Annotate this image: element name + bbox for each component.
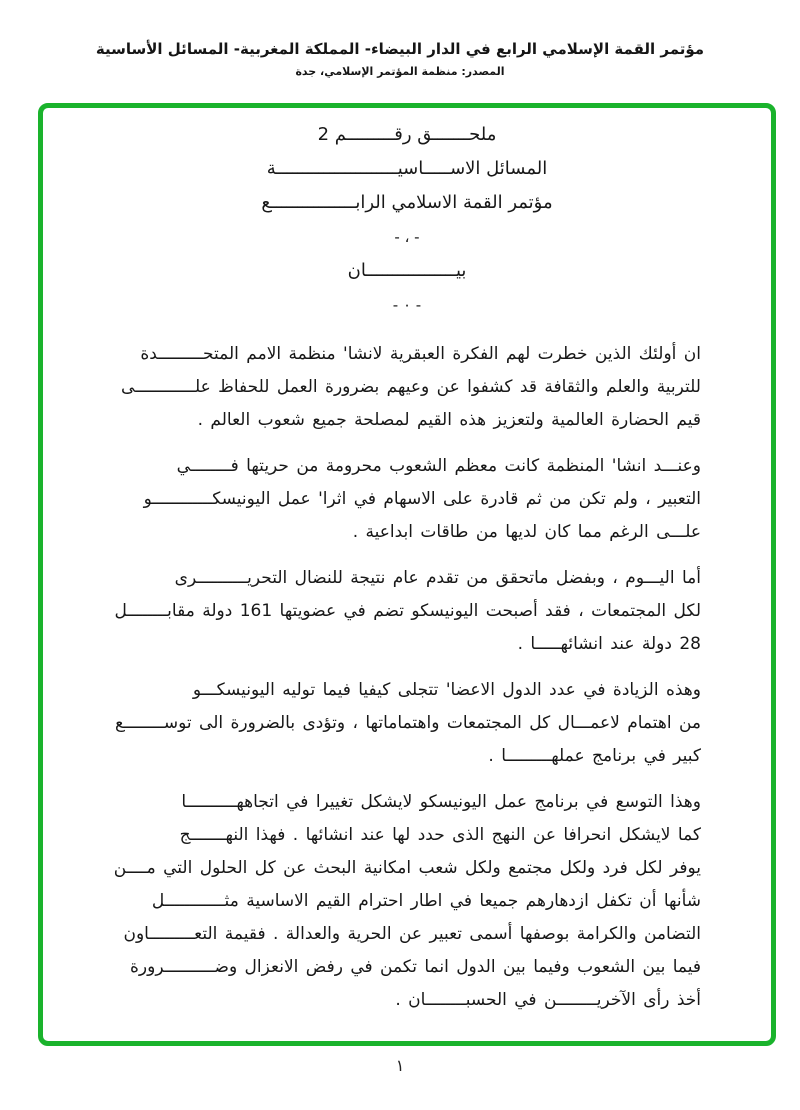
separator-dashes: - ٠ - — [392, 296, 422, 314]
paragraph — [69, 338, 725, 437]
text-line: فيما بين الشعوب وفيما بين الدول انما تكمن في رفض الانعزال وضــــــــــرورة — [130, 957, 701, 977]
text-line: قيم الحضارة العالمية ولتعزيز هذه القيم لمصلحة جميع شعوب العالم . — [197, 410, 701, 430]
text-line: أخذ رأى الآخريــــــــن في الحسبــــــــان . — [395, 990, 701, 1010]
text-line: كما لايشكل انحرافا عن النهج الذى حدد لها عند انشائها . فهذا النهـــــــج — [179, 825, 701, 845]
text-line: للتربية والعلم والثقافة قد كشفوا عن وعيهم بضرورة العمل للحفاظ علــــــــــــى — [121, 377, 701, 397]
document-source: المصدر: منظمة المؤتمر الإسلامي، جدة — [295, 65, 505, 78]
document-header — [0, 40, 800, 78]
annex-number-line: ملحـــــــق رقـــــــــم 2 — [317, 124, 497, 145]
page-number: ١ — [395, 1056, 405, 1075]
annex-conference-line: مؤتمر القمة الاسلامي الرابــــــــــــــــع — [261, 192, 553, 213]
annex-heading-block — [43, 108, 771, 322]
document-body — [43, 322, 771, 1017]
paragraph — [69, 450, 725, 549]
paragraph — [69, 786, 725, 1017]
text-line: وعنـــد انشا' المنظمة كانت معظم الشعوب محرومة من حريتها فــــــــي — [176, 456, 701, 476]
text-line: أما اليـــوم ، وبفضل ماتحقق من تقدم عام نتيجة للنضال التحريــــــــــرى — [174, 568, 701, 588]
paragraph — [69, 674, 725, 773]
text-line: شأنها أن تكفل ازدهارهم جميعا في اطار احترام القيم الاساسية مثــــــــــــل — [151, 891, 701, 911]
text-line: كبير في برنامج عملهـــــــــا . — [488, 746, 701, 766]
text-line: من اهتمام لاعمـــال كل المجتمعات واهتماماتها ، وتؤدى بالضرورة الى توســــــــع — [114, 713, 701, 733]
text-line: وهذا التوسع في برنامج عمل اليونيسكو لايشكل تغييرا في اتجاههــــــــــا — [181, 792, 701, 812]
text-line: 28 دولة عند انشائهـــــا . — [517, 634, 701, 654]
statement-title: بيـــــــــــــــــان — [347, 260, 467, 281]
text-line: التضامن والكرامة بوصفها أسمى تعبير عن الحرية والعدالة . فقيمة التعـــــــــاون — [123, 924, 701, 944]
separator-dashes: - ، - — [394, 228, 420, 246]
text-line: التعبير ، ولم تكن من ثم قادرة على الاسهام في اثرا' عمل اليونيسكــــــــــــو — [143, 489, 701, 509]
document-title: مؤتمر القمة الإسلامي الرابع في الدار البيضاء- المملكة المغربية- المسائل الأساسية — [95, 40, 705, 58]
text-line: ان أولئك الذين خطرت لهم الفكرة العبقرية لانشا' منظمة الامم المتحـــــــــدة — [140, 344, 701, 364]
text-line: يوفر لكل فرد ولكل مجتمع ولكل شعب امكانية البحث عن كل الحلول التي مــــن — [113, 858, 701, 878]
text-line: لكل المجتمعات ، فقد أصبحت اليونيسكو تضم في عضويتها 161 دولة مقابــــــــل — [114, 601, 701, 621]
annex-subject-line: المسائل الاســـــاسيـــــــــــــــــــــــة — [266, 158, 548, 179]
text-line: وهذه الزيادة في عدد الدول الاعضا' تتجلى كيفيا فيما توليه اليونيسكـــو — [192, 680, 701, 700]
paragraph — [69, 562, 725, 661]
highlight-frame — [38, 103, 776, 1046]
text-line: علـــى الرغم مما كان لديها من طاقات ابداعية . — [352, 522, 701, 542]
